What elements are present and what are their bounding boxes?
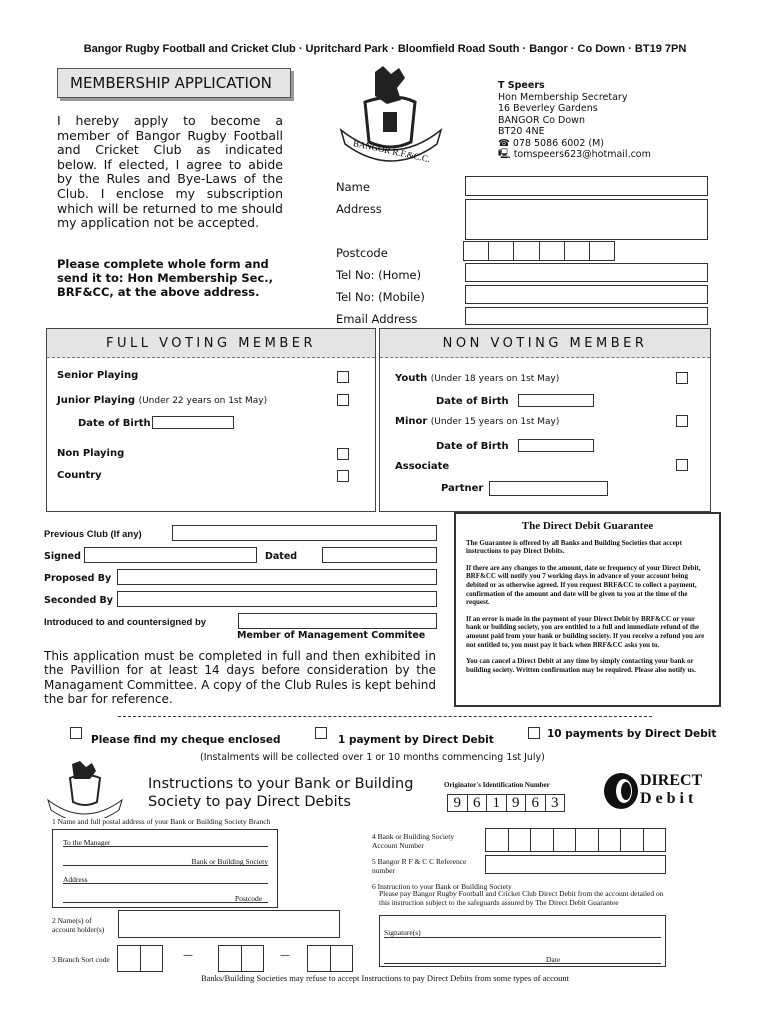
introduced-label: Introduced to and countersigned by <box>44 617 207 628</box>
intro-text: I hereby apply to become a member of Bangor Rugby Football and Cricket Club as indicated below. If elected, I agree to abide by the Rules and Bye-Laws of the Club. I enclose my subscription which will be returned to me should my application not be accepted. <box>57 113 283 231</box>
contact-email: tomspeers623@hotmail.com <box>513 149 651 160</box>
youth-note: (Under 18 years on 1st May) <box>430 374 560 384</box>
tel-home-input[interactable] <box>465 263 708 282</box>
phone-icon: ☎ <box>498 137 513 149</box>
contact-role: Hon Membership Secretary <box>498 91 628 103</box>
junior-label: Junior Playing <box>57 395 136 406</box>
email-input[interactable] <box>465 307 708 325</box>
one-payment-label: 1 payment by Direct Debit <box>338 734 494 746</box>
dd-footer: Banks/Building Societies may refuse to accept Instructions to pay Direct Debits from some types of account <box>200 973 569 983</box>
guarantee-p3: If an error is made in the payment of your Direct Debit by BRF&CC or your bank or building society, you are entitled to a full and immediate refund of the amount paid from your bank or building society. If you receive a refund you are not entitled to, you must pay it back when BRF&CC asks you to. <box>466 614 705 649</box>
email-label: Email Address <box>336 312 418 326</box>
originator-digit: 6 <box>526 794 546 812</box>
reference-input[interactable] <box>485 855 666 874</box>
youth-checkbox[interactable] <box>676 372 688 384</box>
junior-checkbox[interactable] <box>337 394 349 406</box>
tel-mobile-input[interactable] <box>465 285 708 304</box>
section-2-label: 2 Name(s) of account holder(s) <box>52 916 105 934</box>
introduced-input[interactable] <box>238 613 437 629</box>
originator-digit: 9 <box>447 794 468 812</box>
section-6-label: 6 Instruction to your Bank or Building Society <box>372 882 512 891</box>
club-crest-logo <box>335 62 447 174</box>
full-voting-title: FULL VOTING MEMBER <box>47 329 375 358</box>
direct-debit-logo-icon <box>604 772 638 810</box>
contact-phone: 078 5086 6002 (M) <box>512 137 605 149</box>
address-label: Address <box>336 202 382 216</box>
contact-addr2: BANGOR Co Down <box>498 114 585 126</box>
originator-number <box>447 794 565 812</box>
dated-label: Dated <box>265 551 298 562</box>
cheque-label: Please find my cheque enclosed <box>91 734 281 746</box>
non-playing-checkbox[interactable] <box>337 448 349 460</box>
partner-label: Partner <box>441 483 484 494</box>
address-dd-label: Address <box>63 875 88 884</box>
sort-code-2[interactable] <box>218 945 264 972</box>
account-number-input[interactable] <box>485 828 666 852</box>
signature-label: Signature(s) <box>384 928 421 937</box>
one-payment-checkbox[interactable] <box>315 727 327 739</box>
to-manager-label: To the Manager <box>63 838 111 847</box>
committee-label: Member of Management Commitee <box>237 630 426 641</box>
contact-addr3: BT20 4NE <box>498 126 545 137</box>
junior-dob-input[interactable] <box>152 416 234 429</box>
section-4-label: 4 Bank or Building Society Account Number <box>372 832 455 850</box>
minor-label: Minor <box>395 416 428 427</box>
name-label: Name <box>336 180 370 194</box>
seconded-input[interactable] <box>117 591 437 607</box>
dated-input[interactable] <box>322 547 437 563</box>
proposed-input[interactable] <box>117 569 437 585</box>
non-voting-title: NON VOTING MEMBER <box>380 329 710 358</box>
signed-label: Signed <box>44 551 81 562</box>
postcode-input[interactable] <box>463 241 615 261</box>
postcode-dd-label: Postcode <box>235 894 263 903</box>
name-input[interactable] <box>465 176 708 196</box>
non-playing-label: Non Playing <box>57 448 125 459</box>
signed-input[interactable] <box>84 547 257 563</box>
junior-dob-label: Date of Birth <box>78 418 151 429</box>
sort-code-3[interactable] <box>307 945 353 972</box>
dd-heading: Instructions to your Bank or Building Society to pay Direct Debits <box>148 776 414 810</box>
postcode-label: Postcode <box>336 246 388 260</box>
country-checkbox[interactable] <box>337 470 349 482</box>
tel-mobile-label: Tel No: (Mobile) <box>336 290 425 304</box>
senior-checkbox[interactable] <box>337 371 349 383</box>
minor-dob-label: Date of Birth <box>436 441 509 452</box>
address-input[interactable] <box>465 199 708 240</box>
guarantee-title: The Direct Debit Guarantee <box>521 520 654 532</box>
send-instruction: Please complete whole form and send it to: Hon Membership Sec., BRF&CC, at the above address. <box>57 257 274 299</box>
cheque-checkbox[interactable] <box>70 727 82 739</box>
direct-debit-logo <box>640 772 702 808</box>
direct-debit-guarantee <box>454 512 721 707</box>
contact-name: T Speers <box>498 80 545 91</box>
sort-code-dash: — <box>183 950 193 961</box>
exhibit-note: This application must be completed in full and then exhibited in the Pavillion for at least 14 days before consideration by the Managament Committee. A copy of the Club Rules is kept behind the bar for reference. <box>44 649 436 706</box>
bank-label: Bank or Building Society <box>191 857 268 866</box>
country-label: Country <box>57 470 102 481</box>
originator-digit: 9 <box>507 794 527 812</box>
proposed-label: Proposed By <box>44 573 112 584</box>
guarantee-p2: If there are any changes to the amount, date or frequency of your Direct Debit, BRF&CC will notify you 7 working days in advance of your account being debited or as otherwise agreed. If you request BRF&CC to collect a payment, confirmation of the amount and date will be given to you at the time of the request. <box>466 563 701 607</box>
minor-checkbox[interactable] <box>676 415 688 427</box>
svg-text:BANGOR R.F.&C.C.: BANGOR R.F.&C.C. <box>352 138 432 165</box>
tel-home-label: Tel No: (Home) <box>336 268 422 282</box>
youth-label: Youth <box>395 373 428 384</box>
associate-checkbox[interactable] <box>676 459 688 471</box>
cut-line <box>118 716 652 717</box>
youth-dob-input[interactable] <box>518 394 594 407</box>
junior-note: (Under 22 years on 1st May) <box>138 396 268 406</box>
dd-logo-text-1: DIRECT <box>640 772 703 789</box>
dd-logo-text-2: Debit <box>640 790 698 807</box>
seconded-label: Seconded By <box>44 595 113 606</box>
page-title: MEMBERSHIP APPLICATION <box>57 68 291 98</box>
originator-digit: 1 <box>487 794 507 812</box>
section-1-label: 1 Name and full postal address of your Bank or Building Society Branch <box>52 817 271 826</box>
instruction-text: Please pay Bangor Rugby Football and Cricket Club Direct Debit from the account detailed on this instruction subject to the safeguards assured by The Direct Debit Guarantee <box>379 889 664 907</box>
club-crest-small-logo <box>42 760 132 818</box>
club-header: Bangor Rugby Football and Cricket Club · Upritchard Park · Bloomfield Road South · Bangor · Co Down · BT19 7PN <box>83 43 687 55</box>
signature-box[interactable] <box>379 915 666 967</box>
originator-label: Originator's Identification Number <box>444 781 550 789</box>
account-holder-input[interactable] <box>118 910 340 938</box>
ten-payments-checkbox[interactable] <box>528 727 540 739</box>
contact-addr1: 16 Beverley Gardens <box>498 103 598 114</box>
previous-club-label: Previous Club (If any) <box>44 529 142 540</box>
instalments-note: (Instalments will be collected over 1 or 10 months commencing 1st July) <box>200 752 545 763</box>
computer-icon: 🖳 <box>498 149 514 160</box>
minor-note: (Under 15 years on 1st May) <box>430 417 560 427</box>
section-5-label: 5 Bangor R F & C C Reference number <box>372 857 467 875</box>
senior-label: Senior Playing <box>57 370 139 381</box>
originator-digit: 3 <box>546 794 566 812</box>
guarantee-p1: The Guarantee is offered by all Banks and Building Societies that accept instructions to pay Direct Debits. <box>466 538 682 556</box>
guarantee-p4: You can cancel a Direct Debit at any time by simply contacting your bank or building society. Written confirmation may be required. Please also notify us. <box>466 657 696 674</box>
associate-label: Associate <box>395 461 450 472</box>
contact-block <box>498 80 651 161</box>
ten-payments-label: 10 payments by Direct Debit <box>547 728 717 740</box>
sort-code-1[interactable] <box>117 945 163 972</box>
partner-input[interactable] <box>489 481 608 496</box>
sort-code-dash: — <box>280 950 290 961</box>
section-3-label: 3 Branch Sort code <box>52 955 110 964</box>
date-label: Date <box>546 955 561 964</box>
originator-digit: 6 <box>468 794 488 812</box>
youth-dob-label: Date of Birth <box>436 396 509 407</box>
previous-club-input[interactable] <box>172 525 437 541</box>
minor-dob-input[interactable] <box>518 439 594 452</box>
